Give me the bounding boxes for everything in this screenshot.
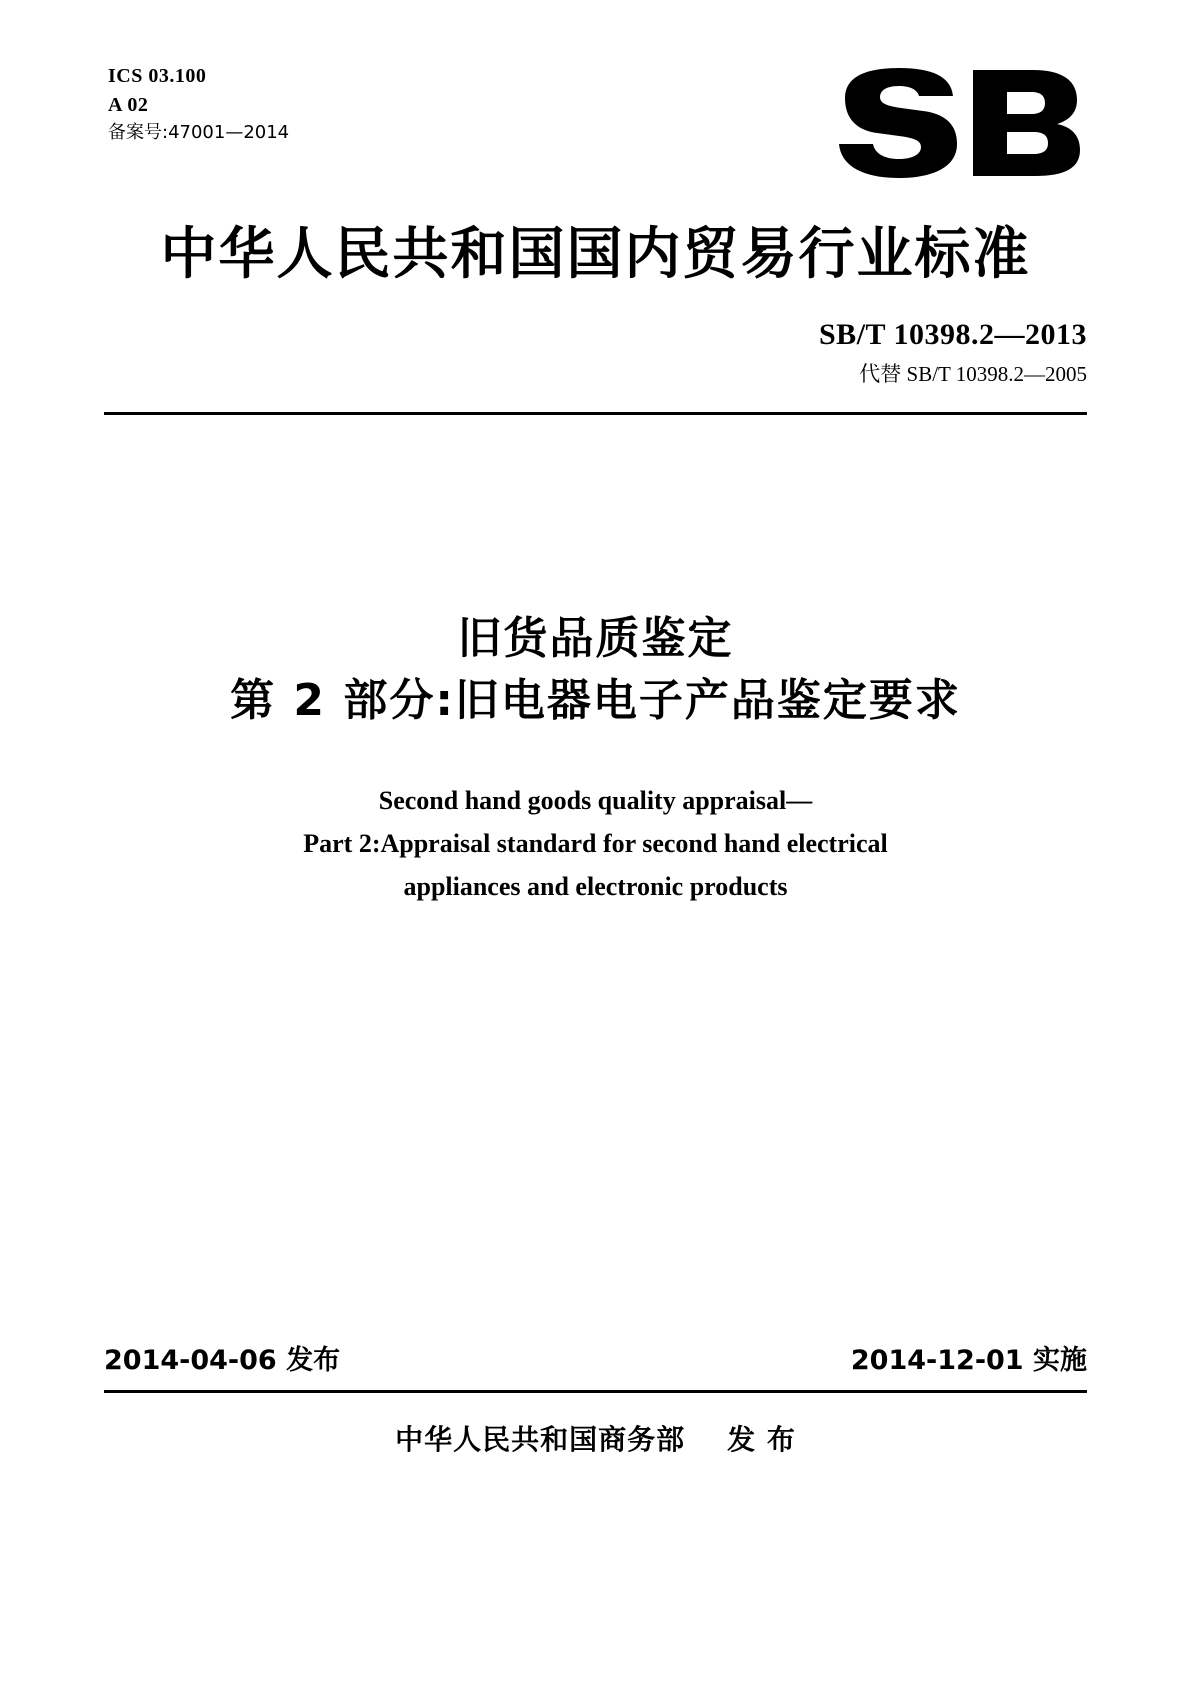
ics-code: ICS 03.100 (108, 65, 207, 87)
header-divider (104, 412, 1087, 415)
document-title-en (0, 780, 1191, 909)
standard-replaces: 代替 SB/T 10398.2—2005 (859, 362, 1087, 386)
series-title: 中华人民共和国国内贸易行业标准 (160, 222, 1031, 287)
document-title-cn (0, 608, 1191, 733)
document-title-en-line3: appliances and electronic products (403, 871, 788, 901)
standard-number: SB/T 10398.2—2013 (819, 318, 1087, 351)
issuer-line (0, 1418, 1191, 1458)
effective-date: 2014-12-01 实施 (850, 1345, 1087, 1376)
document-title-cn-line1: 旧货品质鉴定 (457, 613, 734, 664)
issuer-action: 发 布 (727, 1423, 796, 1456)
record-number: 备案号:47001—2014 (108, 122, 290, 143)
header-metadata (108, 62, 289, 146)
footer-dates (104, 1338, 1087, 1377)
sb-logo (827, 62, 1087, 182)
classification-code: A 02 (108, 94, 149, 116)
document-title-en-line1: Second hand goods quality appraisal— (378, 786, 813, 815)
document-title-cn-line2: 第 2 部分:旧电器电子产品鉴定要求 (230, 675, 961, 727)
issuer-name: 中华人民共和国商务部 (395, 1423, 686, 1456)
issue-date: 2014-04-06 发布 (104, 1345, 341, 1376)
document-title-en-line2: Part 2:Appraisal standard for second hand electrical (303, 828, 888, 858)
footer-divider (104, 1390, 1087, 1393)
standard-number-block (819, 318, 1087, 388)
